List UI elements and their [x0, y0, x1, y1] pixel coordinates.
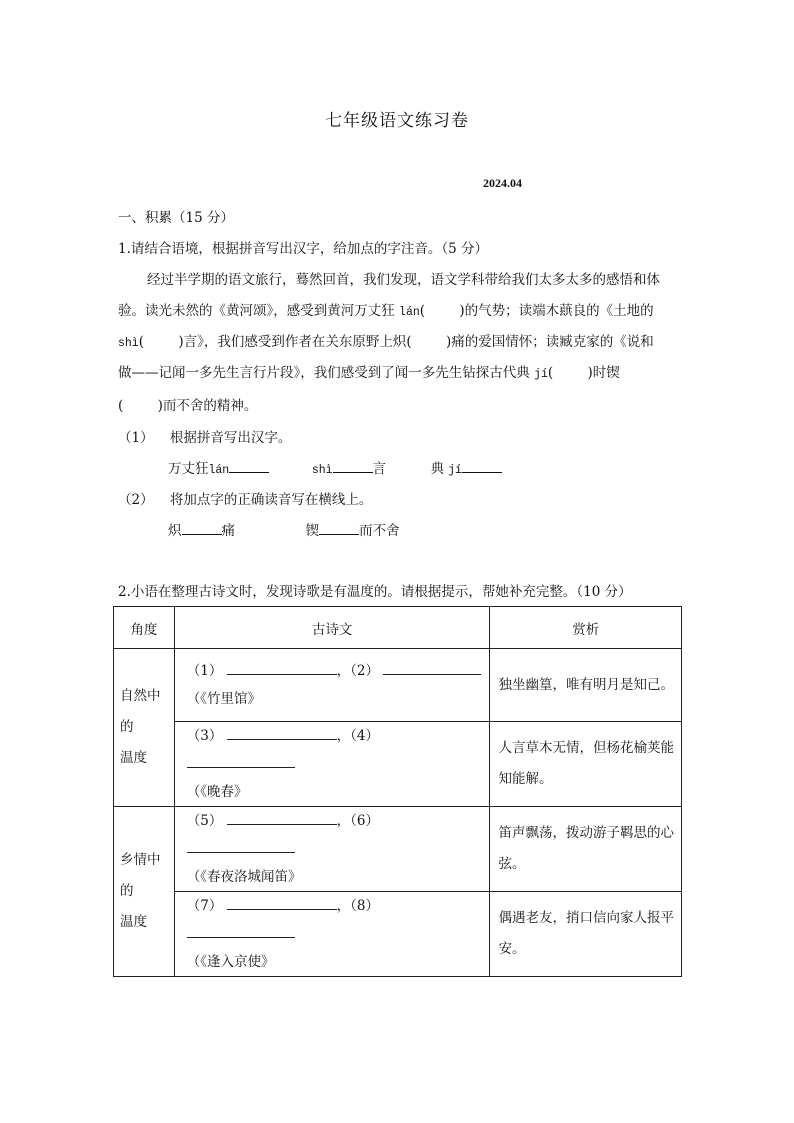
fill-label: 痛 — [221, 523, 235, 539]
pinyin-ji: jí — [534, 368, 548, 381]
fill-label: 锲 — [305, 523, 320, 539]
answer-blank[interactable] — [227, 895, 337, 910]
angle-text: 自然中 — [120, 688, 161, 704]
paragraph-line-3 — [118, 330, 654, 350]
blank-number: ，（2） — [336, 663, 379, 679]
header-cell: 角度 — [114, 607, 175, 649]
answer-paren[interactable]: ( ) — [547, 365, 593, 381]
angle-text: 温度 — [120, 914, 147, 930]
fill-row-1 — [168, 457, 502, 477]
pinyin-lan-inline: lán — [208, 464, 230, 477]
answer-paren[interactable]: ( ) — [419, 303, 465, 319]
section-heading: 一、积累（15 分） — [118, 210, 234, 226]
pinyin-ji-inline: jí — [448, 464, 462, 477]
sub-question-2 — [118, 488, 372, 508]
angle-text: 的 — [120, 719, 134, 735]
fill-label: 言 — [372, 461, 387, 477]
answer-blank[interactable] — [229, 459, 269, 473]
paragraph-text: 做——记闻一多先生言行片段》，我们感受到了闻一多先生钻探古代典 — [118, 365, 530, 381]
note-cell: 偶遇老友，捎口信向家人报平安。 — [490, 892, 682, 977]
note-cell: 人言草木无情，但杨花榆荚能知能解。 — [490, 722, 682, 807]
angle-text: 乡情中 — [120, 852, 161, 868]
question-2-prompt: 2.小语在整理古诗文时，发现诗歌是有温度的。请根据提示，帮她补充完整。（10 分） — [118, 584, 632, 600]
paragraph-text: 时锲 — [592, 365, 620, 381]
question-1-prompt: 1.请结合语境，根据拼音写出汉字，给加点的字注音。（5 分） — [118, 241, 489, 257]
paragraph-text: 痛的爱国情怀；读臧克家的《说和 — [451, 334, 654, 350]
paragraph-text: 的气势；读端木蕻良的《土地的 — [464, 303, 654, 319]
answer-blank[interactable] — [187, 923, 295, 938]
paragraph-text: 验。读光未然的《黄河颂》，感受到黄河万丈狂 — [118, 303, 395, 319]
angle-cell — [114, 649, 175, 807]
fill-label: 典 — [430, 461, 445, 477]
answer-blank[interactable] — [182, 521, 222, 535]
answer-blank[interactable] — [227, 725, 337, 740]
paragraph-text: 言》，我们感受到作者在关东原野上炽 — [183, 334, 407, 350]
paragraph-line-2 — [118, 299, 654, 319]
blank-number: （7） — [186, 898, 223, 914]
answer-paren[interactable]: ( ) — [138, 334, 184, 350]
blank-number: （5） — [186, 813, 223, 829]
blank-number: （1） — [186, 663, 223, 679]
sub-question-number: （1） — [118, 430, 154, 446]
blank-number: ，（4） — [336, 728, 379, 744]
poem-source: （《春夜洛城闻笛》 — [186, 869, 302, 885]
poem-source: （《晚春》 — [186, 784, 248, 800]
pinyin-shi-inline: shì — [311, 464, 333, 477]
header-cell: 古诗文 — [174, 607, 490, 649]
poem-cell — [174, 892, 490, 977]
answer-blank[interactable] — [462, 459, 502, 473]
answer-blank[interactable] — [187, 838, 295, 853]
paragraph-line-1: 经过半学期的语文旅行，蓦然回首，我们发现，语文学科带给我们太多太多的感悟和体 — [147, 272, 660, 288]
poem-cell — [174, 722, 490, 807]
table-row — [114, 722, 682, 807]
answer-blank[interactable] — [227, 810, 337, 825]
angle-text: 温度 — [120, 750, 147, 766]
blank-number: ，（8） — [336, 898, 379, 914]
fill-label: 而不舍 — [359, 523, 400, 539]
blank-number: ，（6） — [336, 813, 379, 829]
fill-label: 炽 — [168, 523, 182, 539]
poem-table — [113, 606, 682, 977]
table-header-row — [114, 607, 682, 649]
sub-question-text: 根据拼音写出汉字。 — [169, 430, 292, 446]
blank-number: （3） — [186, 728, 223, 744]
table-row — [114, 649, 682, 722]
poem-source: （《逢入京使》 — [186, 954, 275, 970]
sub-question-number: （2） — [118, 492, 154, 508]
exam-date: 2024.04 — [483, 176, 522, 190]
answer-blank[interactable] — [319, 521, 359, 535]
fill-row-2 — [168, 519, 400, 539]
answer-blank[interactable] — [187, 753, 295, 768]
angle-cell — [114, 807, 175, 977]
paragraph-text: 而不舍的精神。 — [162, 398, 258, 414]
pinyin-lan: lán — [399, 306, 420, 319]
pinyin-shi: shì — [118, 337, 139, 350]
note-cell: 独坐幽篁，唯有明月是知己。 — [490, 649, 682, 722]
poem-cell — [174, 807, 490, 892]
answer-blank[interactable] — [333, 459, 373, 473]
answer-paren[interactable]: ( ) — [118, 398, 163, 414]
table-row — [114, 807, 682, 892]
answer-paren[interactable]: ( ) — [406, 334, 452, 350]
table-row — [114, 892, 682, 977]
paragraph-line-5 — [118, 394, 257, 414]
angle-text: 的 — [120, 883, 134, 899]
poem-cell — [174, 649, 490, 722]
page-title: 七年级语文练习卷 — [325, 111, 469, 131]
header-cell: 赏析 — [490, 607, 682, 649]
paragraph-line-4 — [118, 361, 620, 381]
answer-blank[interactable] — [383, 660, 481, 675]
sub-question-1 — [118, 426, 291, 446]
poem-source: （《竹里馆》 — [186, 691, 262, 707]
answer-blank[interactable] — [227, 660, 337, 675]
fill-label: 万丈狂 — [168, 461, 209, 477]
sub-question-text: 将加点字的正确读音写在横线上。 — [169, 492, 373, 508]
note-cell: 笛声飘荡，拨动游子羁思的心弦。 — [490, 807, 682, 892]
